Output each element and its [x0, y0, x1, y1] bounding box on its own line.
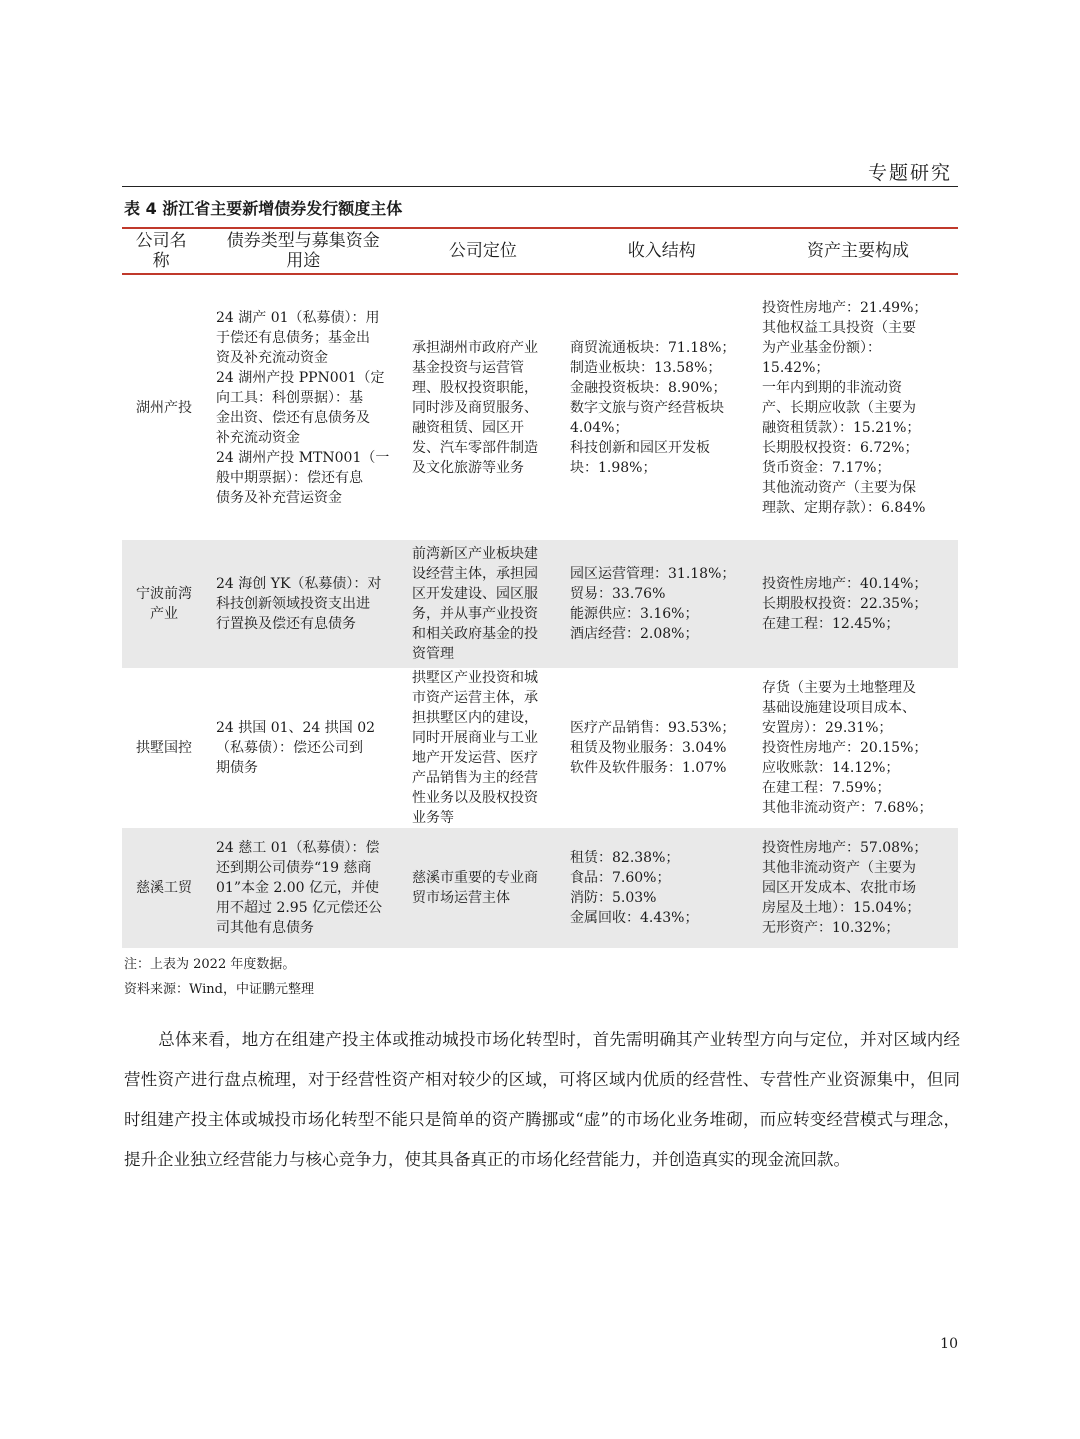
bond-usage: 24 慈工 01（私募债）：偿 还到期公司债券“19 慈商 01”本金 2.00 亿元，并使 用不超过 2.95 亿元偿还公 司其他有息债务 [216, 840, 383, 936]
table-note: 注：上表为 2022 年度数据。 [124, 957, 296, 972]
bond-usage: 24 海创 YK（私募债）：对 科技创新领域投资支出进 行置换及偿还有息债务 [216, 576, 382, 632]
paragraph-text: 总体来看，地方在组建产投主体或推动城投市场化转型时，首先需明确其产业转型方向与定位，并对区域内经营性资产进行盘点梳理，对于经营性资产相对较少的区域，可将区域内优质的经营性、专营性产业资源集中，但同时组建产投主体或城投市场化转型不能只是简单的资产腾挪或“虚”的市场化业务堆砌，而应转变经营模式与理念，提升企业独立经营能力与核心竞争力，使其具备真正的市场化经营能力，并创造真实的现金流回款。 [124, 1030, 960, 1169]
company-positioning: 拱墅区产业投资和城 市资产运营主体，承 担拱墅区内的建设， 同时开展商业与工业 地产开发运营、医疗 产品销售为主的经营 性业务以及股权投资 业务等 [412, 670, 538, 826]
company-name: 慈溪工贸 [136, 880, 192, 896]
col-header-company: 公司名 称 [135, 230, 187, 271]
table-row [122, 275, 958, 540]
asset-composition: 投资性房地产：40.14%； 长期股权投资：22.35%； 在建工程：12.45%； [762, 576, 928, 632]
company-positioning: 慈溪市重要的专业商 贸市场运营主体 [412, 870, 538, 906]
bond-usage: 24 湖产 01（私募债）：用 于偿还有息债务；基金出 资及补充流动资金 24 湖州产投 PPN001（定 向工具：科创票据）：基 金出资、偿还有息债务及 补充流动资金 24 湖州产投 MTN001（一 般中期票据）：偿还有息 债务及补充营运资金 [216, 309, 390, 506]
revenue-structure: 医疗产品销售：93.53%； 租赁及物业服务：3.04% 软件及软件服务：1.07% [570, 720, 736, 776]
table-notes [124, 952, 314, 1002]
table-row [122, 540, 958, 668]
col-header-bonds: 债券类型与募集资金 用途 [226, 230, 380, 271]
company-positioning: 承担湖州市政府产业 基金投资与运营管 理、股权投资职能， 同时涉及商贸服务、 融资租赁、园区开 发、汽车零部件制造 及文化旅游等业务 [412, 339, 538, 476]
asset-composition: 投资性房地产：21.49%； 其他权益工具投资（主要 为产业基金份额）： 15.42%； 一年内到期的非流动资 产、长期应收款（主要为 融资租赁款）：15.21%； 长期股权投资：6.72%； 货币资金：7.17%； 其他流动资产（主要为保 理款、定期存款）：6.84% [762, 299, 928, 516]
table-row [122, 668, 958, 828]
col-header-revenue: 收入结构 [627, 240, 696, 261]
header-rule [122, 186, 958, 187]
asset-composition: 存货（主要为土地整理及 基础设施建设项目成本、 安置房）：29.31%； 投资性房地产：20.15%； 应收账款：14.12%； 在建工程：7.59%； 其他非流动资产：7.68%； [762, 680, 933, 816]
page-number: 10 [940, 1336, 958, 1352]
company-name: 宁波前湾 产业 [136, 586, 192, 622]
table-source: 资料来源：Wind，中证鹏元整理 [124, 982, 314, 997]
col-header-positioning: 公司定位 [448, 240, 517, 261]
table-row [122, 828, 958, 948]
company-name: 湖州产投 [136, 399, 192, 416]
bond-usage: 24 拱国 01、24 拱国 02 （私募债）：偿还公司到 期债务 [216, 720, 376, 776]
table-header [122, 229, 958, 273]
col-header-assets: 资产主要构成 [807, 240, 909, 261]
revenue-structure: 商贸流通板块：71.18%； 制造业板块：13.58%； 金融投资板块：8.90%； 数字文旅与资产经营板块 4.04%； 科技创新和园区开发板 块：1.98%； [570, 339, 736, 476]
table-title: 表 4 浙江省主要新增债券发行额度主体 [124, 199, 403, 218]
revenue-structure: 租赁：82.38%； 食品：7.60%； 消防：5.03% 金属回收：4.43%； [570, 850, 699, 926]
company-name: 拱墅国控 [136, 740, 192, 756]
body-paragraph [124, 1020, 960, 1180]
company-positioning: 前湾新区产业板块建 设经营主体，承担园 区开发建设、园区服 务，并从事产业投资 和相关政府基金的投 资管理 [412, 546, 538, 662]
header-label: 专题研究 [867, 162, 952, 184]
revenue-structure: 园区运营管理：31.18%； 贸易：33.76% 能源供应：3.16%； 酒店经营：2.08%； [570, 566, 736, 642]
data-table [122, 227, 958, 948]
asset-composition: 投资性房地产：57.08%； 其他非流动资产（主要为 园区开发成本、农批市场 房屋及土地）：15.04%； 无形资产：10.32%； [762, 840, 928, 936]
